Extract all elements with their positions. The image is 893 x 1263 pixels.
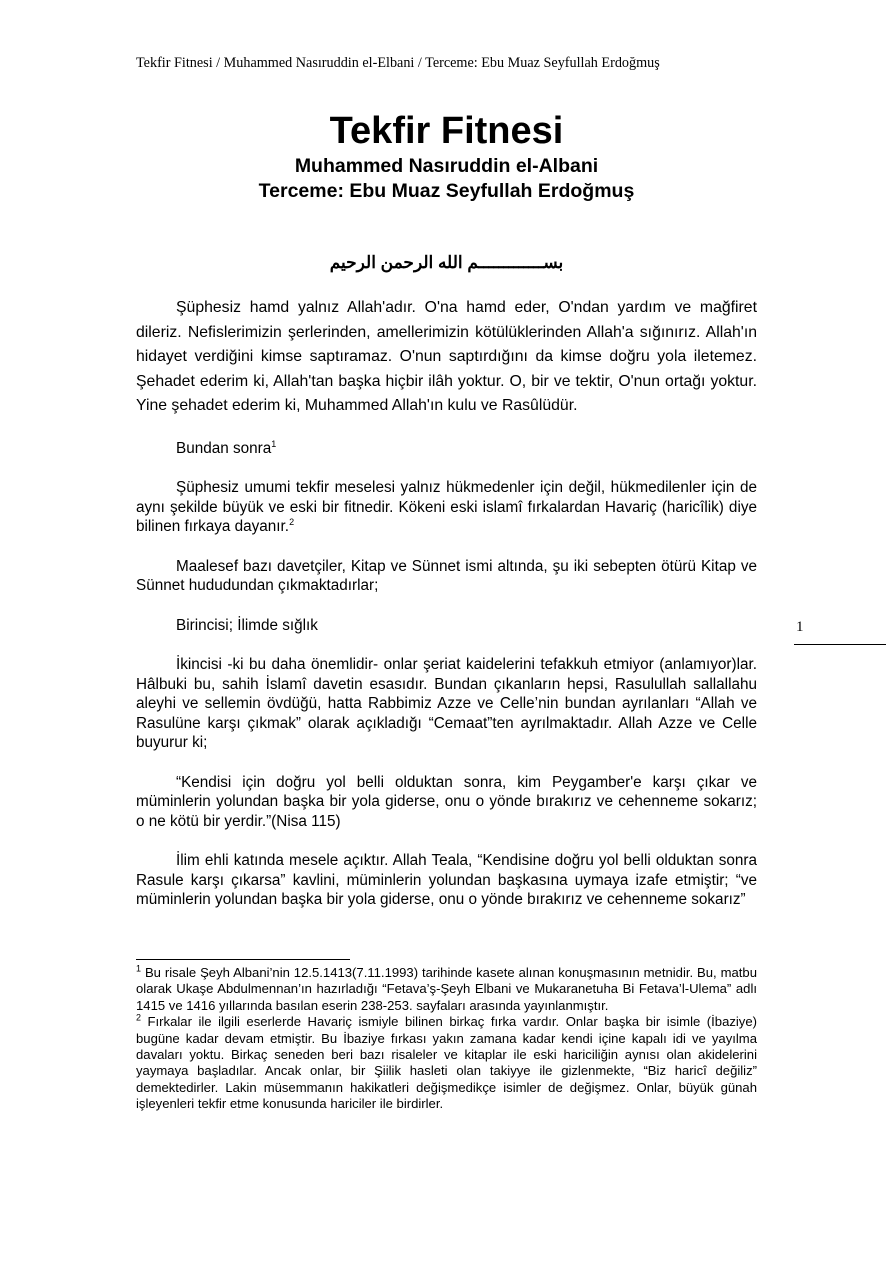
paragraph-text: Şüphesiz umumi tekfir meselesi yalnız hükmedenler için değil, hükmedilenler için de aynı şekilde büyük ve eski bir fitnedir. Kökeni eski islamî fırkalardan Havariç (haricîlik) diye bilinen fırkaya dayanır. xyxy=(136,479,757,535)
footnote-separator xyxy=(136,959,350,960)
paragraph-text: Bundan sonra xyxy=(176,439,272,457)
paragraph-tekfir xyxy=(136,478,757,537)
footnote-ref-2[interactable]: 2 xyxy=(289,516,295,527)
footnote-2 xyxy=(136,1014,757,1112)
translator-line: Terceme: Ebu Muaz Seyfullah Erdoğmuş xyxy=(258,180,635,202)
author-line: Muhammed Nasıruddin el-Albani xyxy=(294,155,599,177)
paragraph-ayet: “Kendisi için doğru yol belli olduktan sonra, kim Peygamber'e karşı çıkar ve müminlerin yolundan başka bir yola giderse, onu o yönde bırakırız ve cehenneme sokarız; o ne kötü bir yerdir.”(Nisa 115) xyxy=(136,773,757,830)
title-block xyxy=(136,108,757,204)
footnotes xyxy=(136,965,757,1113)
paragraph-opening: Şüphesiz hamd yalnız Allah'adır. O'na hamd eder, O'ndan yardım ve mağfiret dileriz. Nefislerimizin şerlerinden, amellerimizin kötülüklerinden Allah'a sığınırız. Allah'ın hidayet verdiğini kimse saptıramaz. O'nun saptırdığını da kimse doğru yola iletemez. Şehadet ederim ki, Allah'tan başka hiçbir ilâh yoktur. O, bir ve tektir, O'nun ortağı yoktur. Yine şehadet ederim ki, Muhammed Allah'ın kulu ve Rasûlüdür. xyxy=(136,299,757,414)
footnote-marker: 2 xyxy=(136,1012,142,1023)
paragraph-bundan-sonra xyxy=(136,439,757,459)
footnote-text: Bu risale Şeyh Albani’nin 12.5.1413(7.11.1993) tarihinde kasete alınan konuşmasının metnidir. Bu, matbu olarak Ukaşe Abdulmennan’ın hazırladığı “Fetava’ş-Şeyh Elbani ve Mukaranetuha Bi Fetava’l-Ulema” adlı 1415 ve 1416 yıllarında basılan eserin 238-253. sayfaları arasında yayınlanmıştır. xyxy=(136,965,758,1013)
body-text xyxy=(136,296,757,910)
page-number: 1 xyxy=(796,619,804,635)
paragraph-birincisi: Birincisi; İlimde sığlık xyxy=(176,616,318,634)
paragraph-davetciler: Maalesef bazı davetçiler, Kitap ve Sünnet ismi altında, şu iki sebepten ötürü Kitap ve Sünnet hududundan çıkmaktadırlar; xyxy=(136,557,757,594)
document-title: Tekfir Fitnesi xyxy=(329,110,564,152)
running-header: Tekfir Fitnesi / Muhammed Nasıruddin el-Elbani / Terceme: Ebu Muaz Seyfullah Erdoğmuş xyxy=(136,55,660,71)
footnote-ref-1[interactable]: 1 xyxy=(271,438,277,449)
paragraph-ilim-ehli: İlim ehli katında mesele açıktır. Allah Teala, “Kendisine doğru yol belli olduktan sonra Rasule karşı çıkarsa” kavlini, müminlerin yolundan başkasına uymaya izafe etmiştir; “ve müminlerin yolundan başka bir yola giderse, onu o yönde bırakırız ve cehenneme sokarız” xyxy=(136,852,757,908)
paragraph-ikincisi: İkincisi -ki bu daha önemlidir- onlar şeriat kaidelerini tefakkuh etmiyor (anlamıyor)lar. Hâlbuki bu, sahih İslamî davetin esasıdır. Bundan çıkanların hepsi, Rasulullah sallallahu aleyhi ve sellemin övdüğü, hatta Rabbimiz Azze ve Celle’nin bundan ayrılanları “Allah ve Rasulüne karşı çıkmak” olarak açıkladığı “Cemaat”ten ayrılmaktadır. Allah Azze ve Celle buyurur ki; xyxy=(136,656,757,751)
page-number-rule xyxy=(794,644,886,645)
basmala: بســـــــــــــم الله الرحمن الرحيم xyxy=(329,253,564,272)
footnote-text: Fırkalar ile ilgili eserlerde Havariç ismiyle bilinen birkaç fırka vardır. Onlar başka bir isimle (İbaziye) bugüne kadar devam etmiştir. Bu İbaziye fırkası yakın zamana kadar kendi içine kapalı idi ve yayılma davaları yoktu. Birkaç seneden beri bazı risaleler ve kitaplar ile eski hariciliğin aynısı olan akidelerini yaymaya başladılar. Ancak onlar, bir Şiilik hasleti olan takiyye ile gizlenmekte, “Biz haricî değiliz” demektedirler. Lakin müsemmanın hakikatleri değişmedikçe isimler de değişmez. Onlar, büyük günah işleyenleri tekfir etme konusunda hariciler ile birdirler. xyxy=(136,1014,757,1112)
footnote-marker: 1 xyxy=(136,963,142,974)
footnote-1 xyxy=(136,965,757,1014)
